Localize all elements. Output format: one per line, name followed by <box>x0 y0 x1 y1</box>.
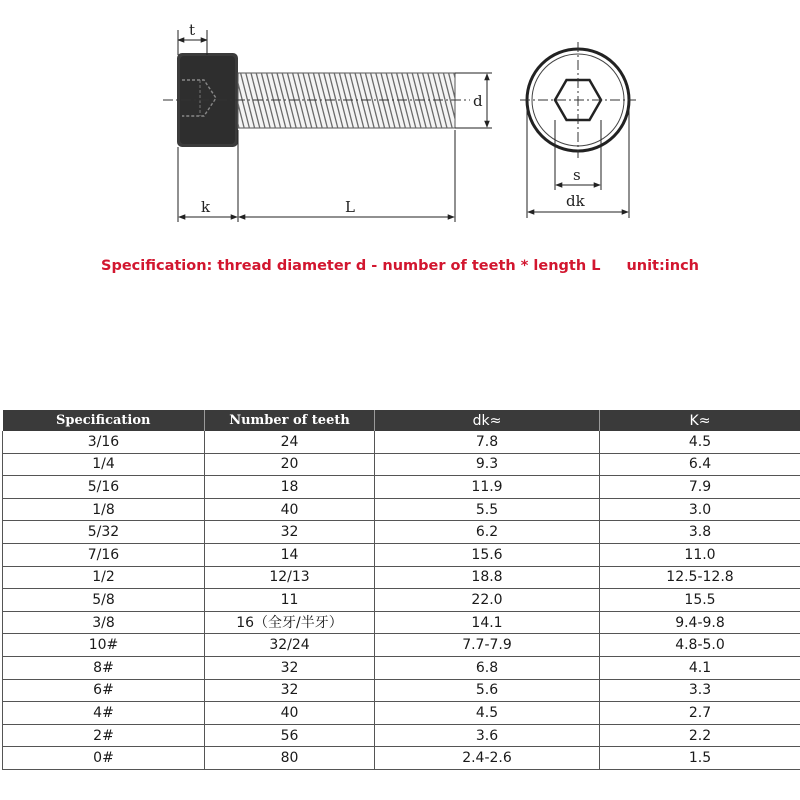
table-row <box>3 498 800 521</box>
cell-specification: 1/4 <box>3 453 205 476</box>
cell-k: 4.8-5.0 <box>600 634 800 657</box>
cell-number-of-teeth: 12/13 <box>205 566 375 589</box>
cell-k: 2.2 <box>600 724 800 747</box>
cell-dk: 15.6 <box>375 543 600 566</box>
table-row <box>3 566 800 589</box>
screw-head-end-view <box>520 42 636 218</box>
cell-number-of-teeth: 16（全牙/半牙） <box>205 611 375 634</box>
cell-dk: 5.5 <box>375 498 600 521</box>
table-row <box>3 589 800 612</box>
cell-dk: 22.0 <box>375 589 600 612</box>
cell-dk: 18.8 <box>375 566 600 589</box>
cell-k: 11.0 <box>600 543 800 566</box>
table-header-row <box>3 410 800 431</box>
cell-dk: 11.9 <box>375 476 600 499</box>
cell-specification: 1/2 <box>3 566 205 589</box>
table-row <box>3 476 800 499</box>
cell-number-of-teeth: 32 <box>205 656 375 679</box>
cell-k: 9.4-9.8 <box>600 611 800 634</box>
cell-specification: 3/8 <box>3 611 205 634</box>
dimension-label-dk: dk <box>566 192 585 210</box>
cell-specification: 4# <box>3 702 205 725</box>
cell-k: 12.5-12.8 <box>600 566 800 589</box>
cell-number-of-teeth: 18 <box>205 476 375 499</box>
cell-k: 3.0 <box>600 498 800 521</box>
specification-table <box>2 410 800 770</box>
table-row <box>3 543 800 566</box>
cell-number-of-teeth: 14 <box>205 543 375 566</box>
table-row <box>3 747 800 770</box>
cell-specification: 5/16 <box>3 476 205 499</box>
cell-specification: 0# <box>3 747 205 770</box>
table-row <box>3 453 800 476</box>
cell-dk: 14.1 <box>375 611 600 634</box>
cell-dk: 7.8 <box>375 431 600 453</box>
table-row <box>3 656 800 679</box>
cell-dk: 6.8 <box>375 656 600 679</box>
dimension-label-d: d <box>473 92 483 110</box>
cell-number-of-teeth: 40 <box>205 702 375 725</box>
cell-specification: 5/32 <box>3 521 205 544</box>
cell-number-of-teeth: 80 <box>205 747 375 770</box>
cell-number-of-teeth: 20 <box>205 453 375 476</box>
cell-k: 15.5 <box>600 589 800 612</box>
table-row <box>3 521 800 544</box>
cell-k: 7.9 <box>600 476 800 499</box>
cell-specification: 5/8 <box>3 589 205 612</box>
cell-k: 1.5 <box>600 747 800 770</box>
cell-specification: 7/16 <box>3 543 205 566</box>
cell-number-of-teeth: 56 <box>205 724 375 747</box>
dimension-label-k: k <box>201 198 211 216</box>
header-specification: Specification <box>3 410 205 431</box>
caption-unit-text: unit:inch <box>626 258 699 274</box>
screw-thread-side <box>225 73 483 128</box>
table-row <box>3 634 800 657</box>
cell-k: 4.1 <box>600 656 800 679</box>
cell-number-of-teeth: 11 <box>205 589 375 612</box>
cell-number-of-teeth: 32 <box>205 679 375 702</box>
cell-k: 3.8 <box>600 521 800 544</box>
dimension-label-L: L <box>345 198 355 216</box>
dimension-label-s: s <box>573 166 581 184</box>
cell-specification: 1/8 <box>3 498 205 521</box>
cell-dk: 9.3 <box>375 453 600 476</box>
caption-spec-text: Specification: thread diameter d - number of teeth * length L <box>101 258 601 274</box>
header-dk: dk≈ <box>375 410 600 431</box>
cell-number-of-teeth: 24 <box>205 431 375 453</box>
dimension-t <box>178 21 207 55</box>
cell-specification: 3/16 <box>3 431 205 453</box>
cell-specification: 10# <box>3 634 205 657</box>
cell-dk: 7.7-7.9 <box>375 634 600 657</box>
cell-dk: 5.6 <box>375 679 600 702</box>
cell-k: 6.4 <box>600 453 800 476</box>
cell-specification: 8# <box>3 656 205 679</box>
cell-number-of-teeth: 40 <box>205 498 375 521</box>
table-row <box>3 702 800 725</box>
cell-k: 3.3 <box>600 679 800 702</box>
table-row <box>3 724 800 747</box>
header-number-of-teeth: Number of teeth <box>205 410 375 431</box>
screw-technical-drawing <box>0 0 800 240</box>
table-row <box>3 611 800 634</box>
cell-number-of-teeth: 32 <box>205 521 375 544</box>
table-row <box>3 431 800 453</box>
cell-dk: 6.2 <box>375 521 600 544</box>
table-row <box>3 679 800 702</box>
header-k: K≈ <box>600 410 800 431</box>
cell-dk: 2.4-2.6 <box>375 747 600 770</box>
cell-dk: 4.5 <box>375 702 600 725</box>
cell-number-of-teeth: 32/24 <box>205 634 375 657</box>
cell-specification: 2# <box>3 724 205 747</box>
cell-specification: 6# <box>3 679 205 702</box>
cell-k: 4.5 <box>600 431 800 453</box>
cell-k: 2.7 <box>600 702 800 725</box>
cell-dk: 3.6 <box>375 724 600 747</box>
specification-caption <box>0 258 800 274</box>
dimension-label-t: t <box>189 21 196 39</box>
